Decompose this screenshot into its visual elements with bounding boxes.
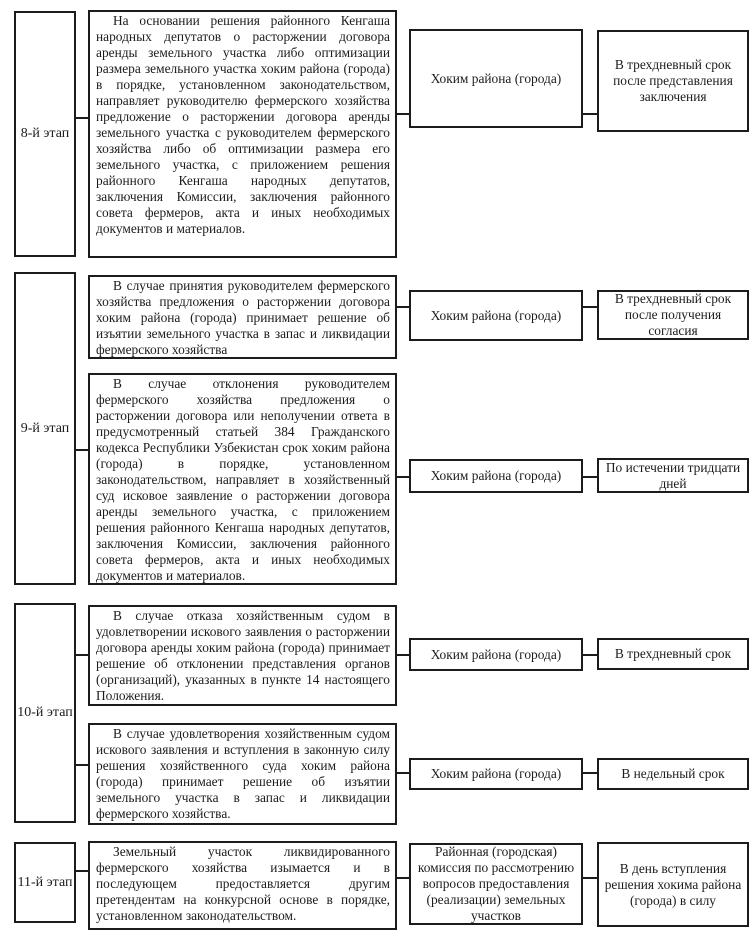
stage-8-actor-box xyxy=(409,29,583,128)
stage-10-description-1: В случае отказа хозяйственным судом в удовлетворении искового заявления о расторжении договора аренды хоким района (города) принимает решение об отклонении представления органов (организаций), указанных в пункте 14 настоящего Положения. xyxy=(96,608,390,703)
stage-8-label: 8-й этап xyxy=(20,126,70,141)
stage-11-label-box xyxy=(14,842,76,923)
connector-line xyxy=(76,654,88,656)
stage-8-label-box xyxy=(14,11,76,257)
stage-9-actor-box-2 xyxy=(409,459,583,493)
stage-8-description: На основании решения районного Кенгаша народных депутатов о расторжении договора аренды земельного участка либо оптимизации размера земельного участка хоким района (города) в порядке, установленном законодательством, направляет руководителю фермерского хозяйства предложение о расторжении договора аренды земельного участка с руководителем фермерского хозяйства либо об оптимизации размера его земельного участка, с приложением решения районного Кенгаша народных депутатов, заключения Комиссии, заключения районного совета фермеров, акта и иных необходимых документов и материалов. xyxy=(96,13,390,236)
stage-8-term: В трехдневный срок после представления заключения xyxy=(613,57,733,104)
connector-line xyxy=(397,306,409,308)
stage-11-label: 11-й этап xyxy=(17,874,73,890)
connector-line xyxy=(583,654,597,656)
connector-line xyxy=(583,476,597,478)
stage-10-label-box xyxy=(14,603,76,823)
stage-9-label-box xyxy=(14,272,76,585)
stage-8-actor: Хоким района (города) xyxy=(430,70,562,86)
connector-line xyxy=(583,772,597,774)
stage-9-actor-1: Хоким района (города) xyxy=(430,307,562,323)
stage-8-term-box xyxy=(597,30,749,132)
stage-10-actor-1: Хоким района (города) xyxy=(430,646,562,662)
stage-9-description-2: В случае отклонения руководителем фермерского хозяйства предложения о расторжении договора или неполучении ответа в предусмотренный статьей 384 Гражданского кодекса Республики Узбекистан срок хоким района (города) в порядке, установленном законодательством, направляет в хозяйственный суд исковое заявление о расторжении договора аренды земельного участка, с приложением решения районного Кенгаша народных депутатов, заключения Комиссии, заключения районного совета фермеров, акта и иных необходимых документов и материалов. xyxy=(96,376,390,583)
stage-10-actor-box-2 xyxy=(409,758,583,790)
stage-9-actor-2: Хоким района (города) xyxy=(430,468,562,483)
stage-9-description-1: В случае принятия руководителем фермерского хозяйства предложения о расторжении договора хоким района (города) принимает решение об изъятии земельного участка в запас и ликвидации фермерского хозяйства xyxy=(96,278,390,357)
stage-10-term-box-2 xyxy=(597,758,749,790)
connector-line xyxy=(397,772,409,774)
connector-line xyxy=(583,113,597,115)
stage-10-actor-2: Хоким района (города) xyxy=(430,766,562,781)
stage-11-actor: Районная (городская) комиссия по рассмотрению вопросов предоставления (реализации) земельных участков xyxy=(417,844,575,923)
connector-line xyxy=(397,113,409,115)
connector-line xyxy=(76,764,88,766)
stage-9-description-box-2 xyxy=(88,373,397,585)
connector-line xyxy=(76,449,88,451)
stage-10-description-box-1 xyxy=(88,605,397,706)
stage-9-term-box-1 xyxy=(597,290,749,340)
stage-9-actor-box-1 xyxy=(409,290,583,341)
stage-10-term-1: В трехдневный срок xyxy=(614,646,732,661)
connector-line xyxy=(583,877,597,879)
stage-11-description: Земельный участок ликвидированного фермерского хозяйства изымается и в последующем предоставляется другим претендентам на конкурсной основе в порядке, установленном законодательством. xyxy=(96,844,390,923)
connector-line xyxy=(583,306,597,308)
stage-11-description-box xyxy=(88,841,397,930)
stage-9-term-1: В трехдневный срок после получения согласия xyxy=(614,291,732,338)
stage-9-term-2: По истечении тридцати дней xyxy=(605,459,741,491)
connector-line xyxy=(397,476,409,478)
stage-11-term-box xyxy=(597,842,749,927)
stage-10-term-box-1 xyxy=(597,638,749,670)
stage-8-description-box xyxy=(88,10,397,258)
stage-10-term-2: В недельный срок xyxy=(621,766,725,781)
stage-9-label: 9-й этап xyxy=(20,420,70,436)
connector-line xyxy=(76,117,88,119)
stage-9-term-box-2 xyxy=(597,458,749,493)
stage-10-description-box-2 xyxy=(88,723,397,825)
connector-line xyxy=(76,870,88,872)
stage-10-label: 10-й этап xyxy=(17,705,73,720)
stage-10-description-2: В случае удовлетворения хозяйственным судом искового заявления и вступления в законную силу решения хозяйственного суда хоким района (города) принимает решение об изъятии земельного участка в запас и ликвидации фермерского хозяйства. xyxy=(96,726,390,821)
stage-11-term: В день вступления решения хокима района (города) в силу xyxy=(604,860,742,908)
connector-line xyxy=(397,654,409,656)
connector-line xyxy=(397,877,409,879)
stage-9-description-box-1 xyxy=(88,275,397,359)
stage-11-actor-box xyxy=(409,843,583,925)
stage-10-actor-box-1 xyxy=(409,638,583,671)
